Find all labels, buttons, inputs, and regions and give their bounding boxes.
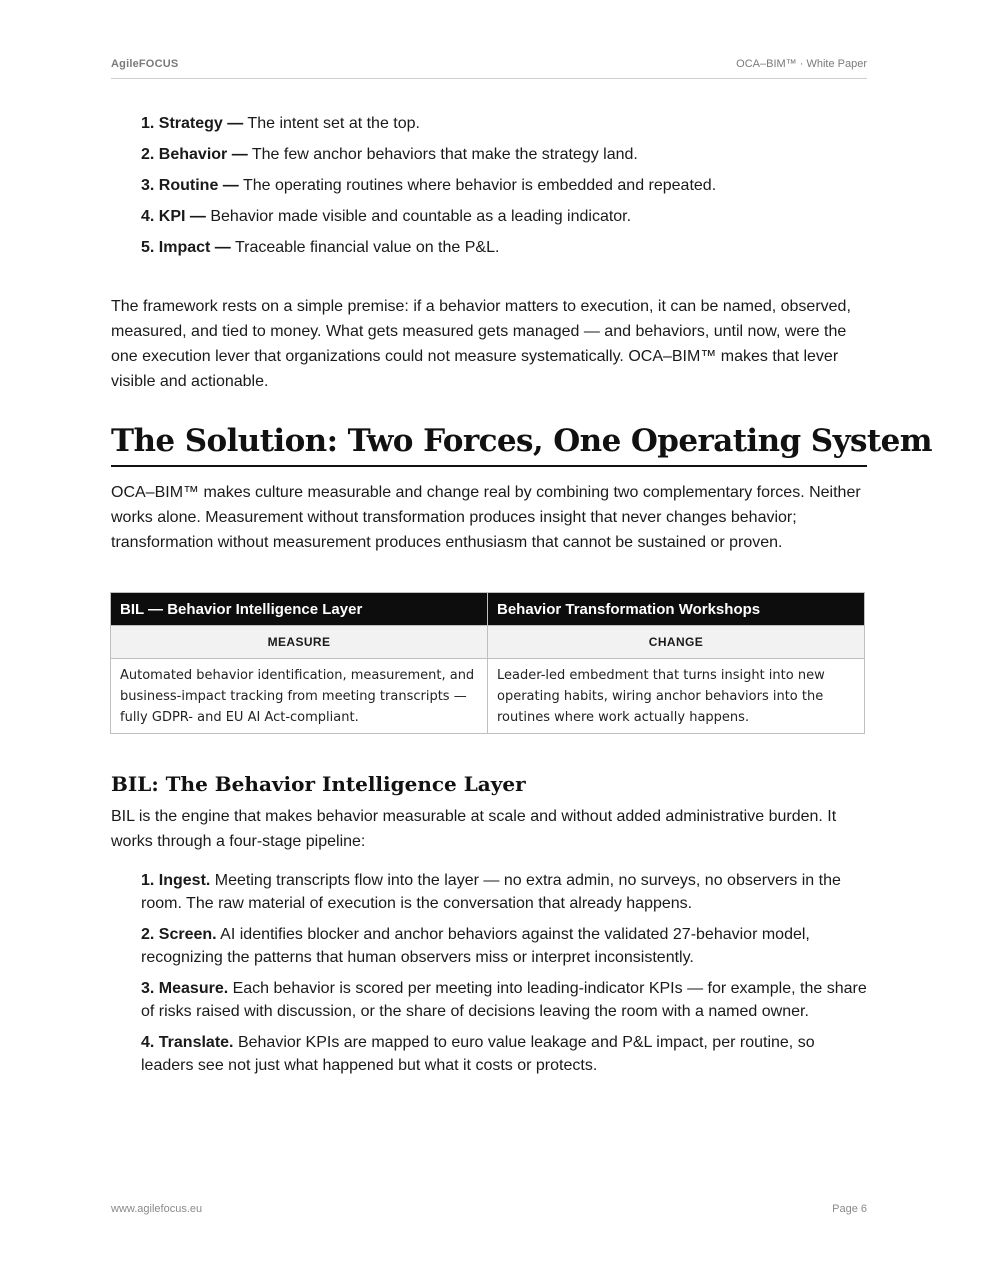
pipeline-text: Behavior KPIs are mapped to euro value leakage and P&L impact, per routine, so leaders see not just what happened but what it costs or protects. (141, 1034, 815, 1074)
list-item (141, 238, 861, 258)
pipeline-text: Each behavior is scored per meeting into leading-indicator KPIs — for example, the share of risks raised with discussion, or the share of decisions leaving the room with a named owner. (141, 980, 867, 1020)
pipeline-text: AI identifies blocker and anchor behaviors against the validated 27-behavior model, recognizing the patterns that human observers miss or interpret inconsistently. (141, 926, 810, 966)
table-subheader-change: CHANGE (488, 626, 865, 659)
header-doc-title: OCA–BIM™ · White Paper (736, 58, 867, 70)
page-header (111, 56, 867, 79)
table-cell-bil: Automated behavior identification, measurement, and business-impact tracking from meeting transcripts — fully GDPR- and EU AI Act-compliant. (111, 659, 488, 734)
table-subheader-measure: MEASURE (111, 626, 488, 659)
list-item (141, 923, 871, 969)
pipeline-text: Meeting transcripts flow into the layer — no extra admin, no surveys, no observers in the room. The raw material of execution is the conversation that already happens. (141, 872, 841, 912)
list-item (141, 145, 861, 165)
header-brand: AgileFOCUS (111, 58, 179, 70)
pipeline-label: 4. Translate. (141, 1034, 234, 1051)
table-row (111, 659, 865, 734)
solution-heading: The Solution: Two Forces, One Operating System (111, 418, 867, 467)
table-cell-workshops: Leader-led embedment that turns insight into new operating habits, wiring anchor behaviors into the routines where work actually happens. (488, 659, 865, 734)
page-number: Page 6 (832, 1203, 867, 1215)
step-label: 2. Behavior — (141, 146, 248, 163)
step-text: Behavior made visible and countable as a leading indicator. (205, 208, 632, 225)
step-text: The intent set at the top. (243, 115, 420, 132)
pipeline-list (141, 869, 871, 1085)
table-header-bil: BIL — Behavior Intelligence Layer (111, 593, 488, 626)
list-item (141, 207, 861, 227)
solution-intro: OCA–BIM™ makes culture measurable and change real by combining two complementary forces. Neither works alone. Measurement without transformation produces insight that never changes behavior; transformation without measurement produces enthusiasm that cannot be sustained or proven. (111, 484, 861, 551)
step-text: The few anchor behaviors that make the strategy land. (247, 146, 638, 163)
step-label: 3. Routine — (141, 177, 239, 194)
list-item (141, 176, 861, 196)
page-footer (111, 1203, 867, 1215)
table-subheader-row (111, 626, 865, 659)
footer-url: www.agilefocus.eu (111, 1203, 203, 1215)
pipeline-label: 1. Ingest. (141, 872, 211, 889)
step-label: 5. Impact — (141, 239, 231, 256)
table-header-workshops: Behavior Transformation Workshops (488, 593, 865, 626)
pipeline-label: 2. Screen. (141, 926, 217, 943)
list-item (141, 869, 871, 915)
forces-table (110, 592, 865, 734)
pipeline-label: 3. Measure. (141, 980, 229, 997)
step-label: 4. KPI — (141, 208, 206, 225)
framework-steps-list (141, 114, 861, 269)
bil-intro: BIL is the engine that makes behavior measurable at scale and without added administrative burden. It works through a four-stage pipeline: (111, 808, 837, 850)
table-header-row (111, 593, 865, 626)
list-item (141, 114, 861, 134)
list-item (141, 1031, 871, 1077)
framework-paragraph: The framework rests on a simple premise: if a behavior matters to execution, it can be named, observed, measured, and tied to money. What gets measured gets managed — and behaviors, until now, were the one execution lever that organizations could not measure systematically. OCA–BIM™ makes that lever visible and actionable. (111, 298, 851, 390)
step-text: Traceable financial value on the P&L. (230, 239, 500, 256)
list-item (141, 977, 871, 1023)
step-text: The operating routines where behavior is embedded and repeated. (238, 177, 717, 194)
bil-heading: BIL: The Behavior Intelligence Layer (111, 772, 526, 796)
step-label: 1. Strategy — (141, 115, 244, 132)
